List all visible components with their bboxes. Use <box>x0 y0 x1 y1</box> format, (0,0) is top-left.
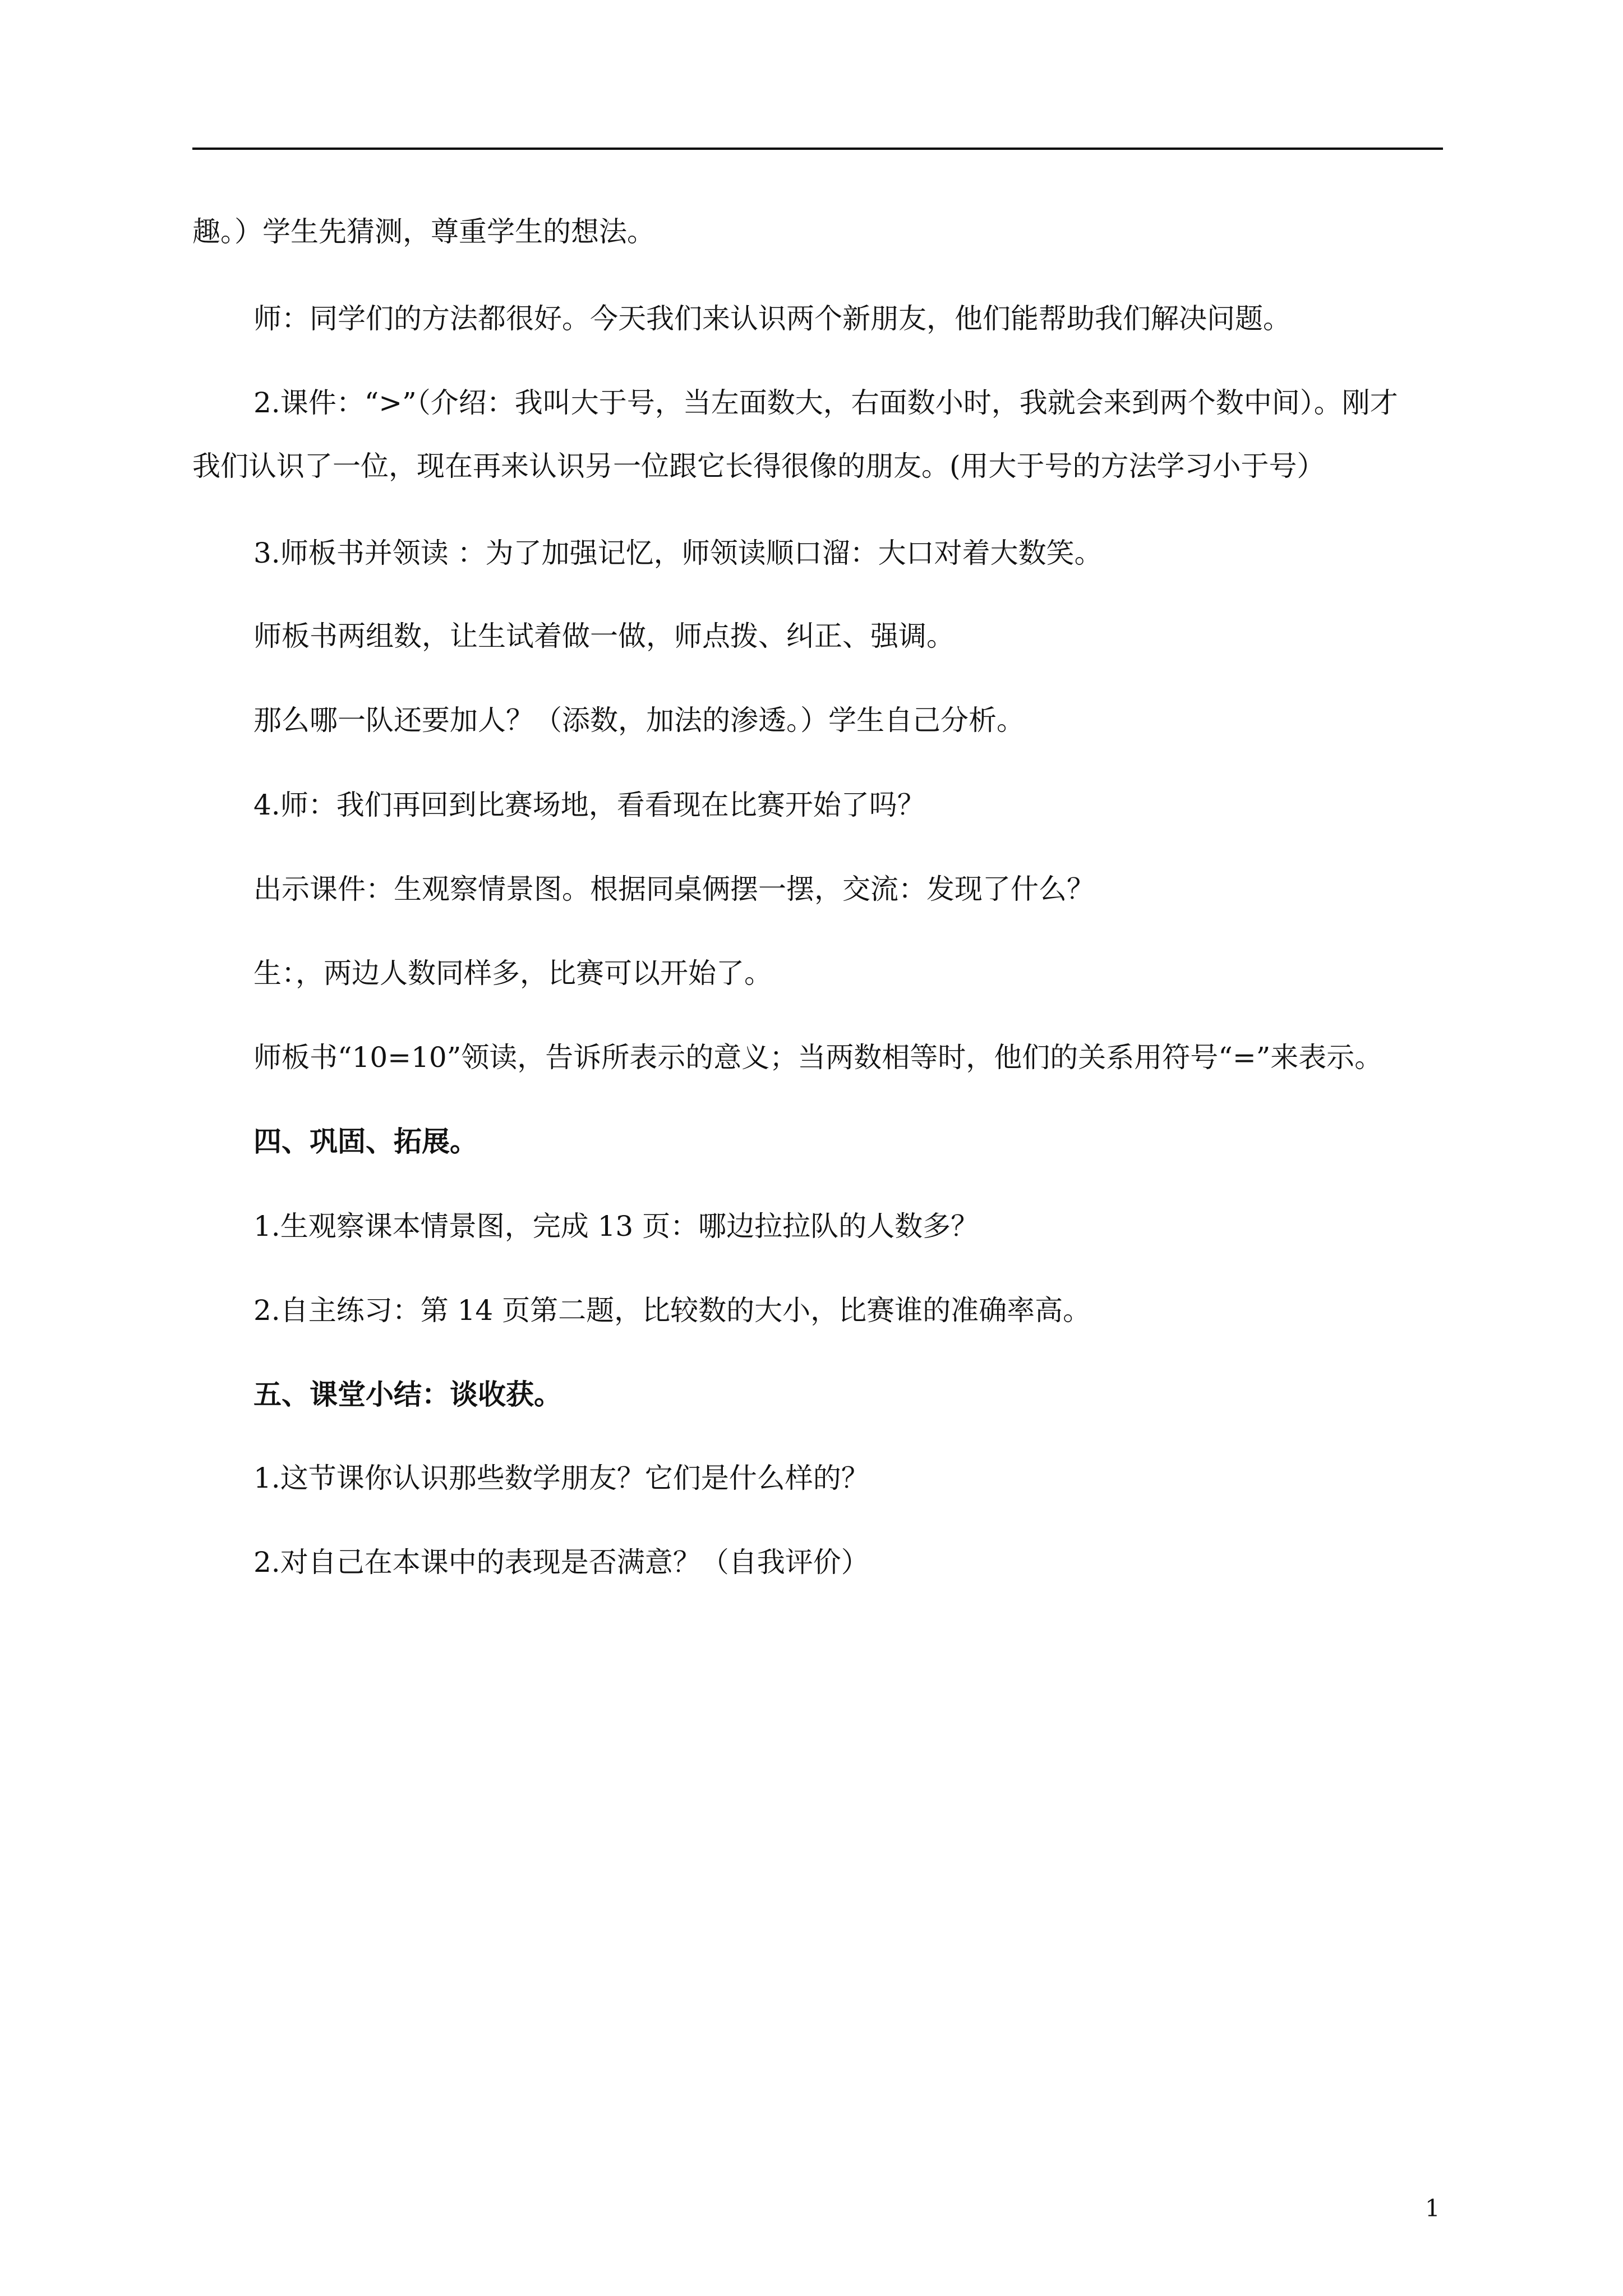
text-line: 我们认识了一位，现在再来认识另一位跟它长得很像的朋友。(用大于号的方法学习小于号） <box>192 450 1325 482</box>
text-line: 生：，两边人数同样多，比赛可以开始了。 <box>253 957 772 990</box>
section-heading: 五、课堂小结：谈收获。 <box>253 1378 562 1411</box>
text-line: 出示课件：生观察情景图。根据同桌俩摆一摆，交流：发现了什么？ <box>253 873 1095 905</box>
page-number: 1 <box>1425 2194 1440 2222</box>
section-heading: 四、巩固、拓展。 <box>253 1125 478 1158</box>
text-line: 师板书两组数，让生试着做一做，师点拨、纠正、强调。 <box>253 620 955 652</box>
text-line: 1.生观察课本情景图，完成 13 页：哪边拉拉队的人数多？ <box>253 1210 979 1243</box>
header-rule <box>192 148 1443 150</box>
text-line: 3.师板书并领读 ：为了加强记忆，师领读顺口溜：大口对着大数笑。 <box>253 537 1103 569</box>
text-line: 2.对自己在本课中的表现是否满意？（自我评价） <box>253 1546 869 1579</box>
text-line: 2.自主练习：第 14 页第二题，比较数的大小，比赛谁的准确率高。 <box>253 1294 1091 1327</box>
text-line: 4.师：我们再回到比赛场地，看看现在比赛开始了吗？ <box>253 789 925 821</box>
text-line: 1.这节课你认识那些数学朋友？它们是什么样的？ <box>253 1462 869 1494</box>
text-line: 师：同学们的方法都很好。今天我们来认识两个新朋友，他们能帮助我们解决问题。 <box>253 302 1291 335</box>
text-line: 师板书“10=10”领读，告诉所表示的意义；当两数相等时，他们的关系用符号“=”来表示。 <box>253 1041 1383 1074</box>
text-line: 趣。）学生先猜测，尊重学生的想法。 <box>192 215 655 248</box>
text-line: 那么哪一队还要加人？（添数，加法的渗透。）学生自己分析。 <box>253 704 1025 737</box>
text-line: 2.课件：“>”（介绍：我叫大于号，当左面数大，右面数小时，我就会来到两个数中间）。刚才 <box>253 386 1398 419</box>
